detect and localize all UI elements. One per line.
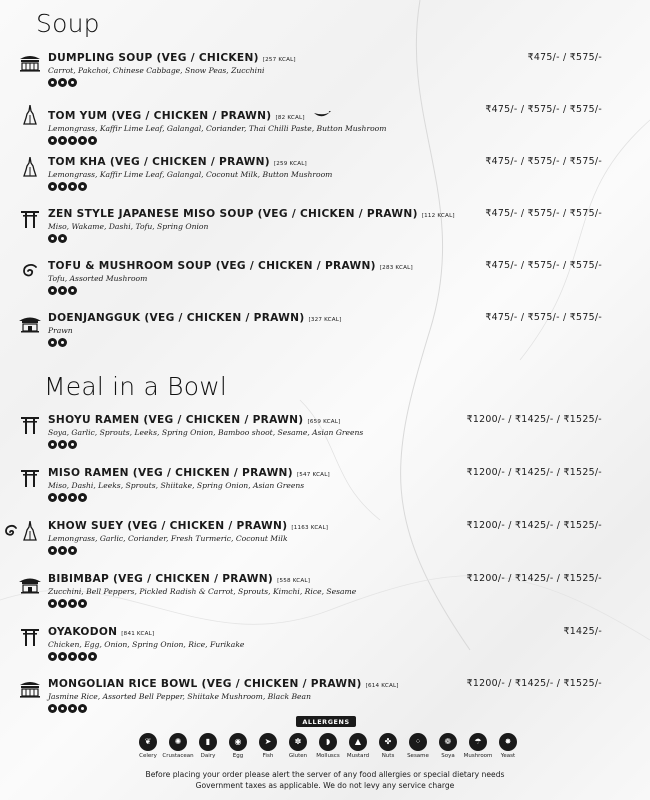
item-price: ₹475/- / ₹575/- / ₹575/- <box>485 104 602 115</box>
allergen-label: Soya <box>441 753 455 759</box>
torii-gate-icon <box>18 209 42 229</box>
allergen-label: Mushroom <box>463 753 493 759</box>
allergen-icon <box>48 493 57 502</box>
allergen-icon <box>88 136 97 145</box>
allergen-icon <box>48 599 57 608</box>
allergen-label: Egg <box>232 753 244 759</box>
crustacean-icon: ✺ <box>169 733 187 751</box>
item-kcal: [327 KCAL] <box>308 317 342 323</box>
menu-item-tofu-mushroom-soup <box>18 260 618 295</box>
item-name: MONGOLIAN RICE BOWL (VEG / CHICKEN / PRAWN) <box>48 678 362 690</box>
allergen-mushroom <box>463 733 493 759</box>
allergen-icon <box>68 546 77 555</box>
korean-gate-icon <box>18 53 42 73</box>
allergen-molluscs <box>316 733 340 759</box>
allergen-icon <box>58 440 67 449</box>
item-description: Lemongrass, Kaffir Lime Leaf, Galangal, Coriander, Thai Chilli Paste, Button Mushroom <box>48 124 387 133</box>
thai-temple-icon <box>18 521 42 541</box>
item-kcal: [841 KCAL] <box>121 631 155 637</box>
allergen-icon <box>78 652 87 661</box>
item-kcal: [558 KCAL] <box>277 578 311 584</box>
celery-icon: ❦ <box>139 733 157 751</box>
menu-item-mongolian-rice-bowl <box>18 678 618 713</box>
item-name: BIBIMBAP (VEG / CHICKEN / PRAWN) <box>48 573 274 585</box>
item-kcal: [659 KCAL] <box>307 419 341 425</box>
item-allergen-icons <box>48 440 618 449</box>
menu-item-miso-ramen <box>18 467 618 502</box>
chinese-swirl-icon <box>18 261 42 281</box>
allergen-icon <box>68 440 77 449</box>
allergen-icon <box>68 704 77 713</box>
item-allergen-icons <box>48 136 618 145</box>
item-name: TOM KHA (VEG / CHICKEN / PRAWN) <box>48 156 270 168</box>
allergen-label: Mustard <box>346 753 370 759</box>
allergen-icon <box>58 493 67 502</box>
allergen-icon <box>48 286 57 295</box>
menu-item-tom-yum <box>18 104 618 145</box>
korean-pavilion-icon <box>18 313 42 333</box>
item-name: ZEN STYLE JAPANESE MISO SOUP (VEG / CHICKEN / PRAWN) <box>48 208 418 220</box>
menu-item-tom-kha <box>18 156 618 191</box>
item-allergen-icons <box>48 599 618 608</box>
allergen-icon <box>48 182 57 191</box>
item-price: ₹1425/- <box>563 626 602 637</box>
menu-item-shoyu-ramen <box>18 414 618 449</box>
allergen-icon <box>68 652 77 661</box>
menu-item-zen-style-japanese-miso-soup <box>18 208 618 243</box>
allergen-label: Sesame <box>407 753 429 759</box>
mushroom-icon: ☂ <box>469 733 487 751</box>
yeast-icon: ✸ <box>499 733 517 751</box>
item-name: KHOW SUEY (VEG / CHICKEN / PRAWN) <box>48 520 288 532</box>
item-allergen-icons <box>48 234 618 243</box>
item-description: Soya, Garlic, Sprouts, Leeks, Spring Onion, Bamboo shoot, Sesame, Asian Greens <box>48 428 364 437</box>
item-allergen-icons <box>48 338 618 347</box>
allergen-nuts <box>376 733 400 759</box>
item-kcal: [283 KCAL] <box>379 265 413 271</box>
allergen-icon <box>78 136 87 145</box>
item-allergen-icons <box>48 286 618 295</box>
sesame-icon: ⁘ <box>409 733 427 751</box>
allergen-soya <box>436 733 460 759</box>
item-allergen-icons <box>48 182 618 191</box>
item-description: Lemongrass, Garlic, Coriander, Fresh Turmeric, Coconut Milk <box>48 534 288 543</box>
allergen-label: Celery <box>139 753 157 759</box>
item-price: ₹1200/- / ₹1425/- / ₹1525/- <box>466 467 602 478</box>
item-name: OYAKODON <box>48 626 118 638</box>
item-allergen-icons <box>48 652 618 661</box>
item-name: DOENJANGGUK (VEG / CHICKEN / PRAWN) <box>48 312 305 324</box>
allergen-icon <box>48 704 57 713</box>
allergen-gluten <box>286 733 310 759</box>
torii-gate-icon <box>18 627 42 647</box>
allergen-icon <box>48 234 57 243</box>
allergen-icon <box>68 493 77 502</box>
allergen-mustard <box>346 733 370 759</box>
allergen-label: Crustacean <box>162 753 194 759</box>
item-allergen-icons <box>48 704 618 713</box>
item-kcal: [82 KCAL] <box>275 115 305 121</box>
mustard-icon: ▲ <box>349 733 367 751</box>
nuts-icon: ✤ <box>379 733 397 751</box>
torii-gate-icon <box>18 415 42 435</box>
allergen-crustacean <box>162 733 194 759</box>
allergen-label: Dairy <box>200 753 216 759</box>
item-name: TOM YUM (VEG / CHICKEN / PRAWN) <box>48 110 272 122</box>
korean-pavilion-icon <box>18 574 42 594</box>
item-kcal: [614 KCAL] <box>365 683 399 689</box>
allergen-fish <box>256 733 280 759</box>
menu-item-khow-suey <box>18 520 618 555</box>
allergen-icon <box>58 182 67 191</box>
item-description: Zucchini, Bell Peppers, Pickled Radish & Carrot, Sprouts, Kimchi, Rice, Sesame <box>48 587 357 596</box>
allergen-icon <box>58 599 67 608</box>
allergen-label: Fish <box>262 753 274 759</box>
gluten-icon: ✽ <box>289 733 307 751</box>
menu-item-dumpling-soup <box>18 52 618 87</box>
item-kcal: [1163 KCAL] <box>291 525 329 531</box>
item-name: DUMPLING SOUP (VEG / CHICKEN) <box>48 52 259 64</box>
item-kcal: [112 KCAL] <box>421 213 455 219</box>
allergen-icon <box>58 78 67 87</box>
item-price: ₹475/- / ₹575/- / ₹575/- <box>485 156 602 167</box>
allergen-icon <box>58 234 67 243</box>
allergen-label: Yeast <box>500 753 516 759</box>
allergen-icon <box>58 546 67 555</box>
allergen-label: Nuts <box>381 753 395 759</box>
allergens-heading: ALLERGENS <box>296 716 356 727</box>
allergen-yeast <box>496 733 520 759</box>
allergen-icon <box>68 182 77 191</box>
item-price: ₹475/- / ₹575/- <box>527 52 602 63</box>
menu-item-doenjangguk <box>18 312 618 347</box>
item-description: Tofu, Assorted Mushroom <box>48 274 148 283</box>
allergen-icon <box>48 78 57 87</box>
item-price: ₹475/- / ₹575/- / ₹575/- <box>485 208 602 219</box>
korean-gate-icon <box>18 679 42 699</box>
allergen-icon <box>48 338 57 347</box>
item-price: ₹1200/- / ₹1425/- / ₹1525/- <box>466 520 602 531</box>
item-kcal: [547 KCAL] <box>296 472 330 478</box>
allergen-icon <box>58 286 67 295</box>
item-description: Carrot, Pakchoi, Chinese Cabbage, Snow Peas, Zucchini <box>48 66 265 75</box>
thai-temple-icon <box>18 157 42 177</box>
item-price: ₹1200/- / ₹1425/- / ₹1525/- <box>466 678 602 689</box>
allergen-icon <box>48 136 57 145</box>
item-price: ₹475/- / ₹575/- / ₹575/- <box>485 260 602 271</box>
allergen-icon <box>68 136 77 145</box>
allergen-icon <box>58 338 67 347</box>
item-allergen-icons <box>48 493 618 502</box>
item-price: ₹475/- / ₹575/- / ₹575/- <box>485 312 602 323</box>
item-kcal: [257 KCAL] <box>262 57 296 63</box>
allergen-icon <box>78 182 87 191</box>
allergen-icon <box>68 286 77 295</box>
item-name: MISO RAMEN (VEG / CHICKEN / PRAWN) <box>48 467 293 479</box>
dairy-icon: ▮ <box>199 733 217 751</box>
section-title-meal-in-a-bowl: Meal in a Bowl <box>44 372 228 401</box>
allergen-dairy <box>196 733 220 759</box>
allergen-icon <box>78 599 87 608</box>
chinese-swirl-icon <box>4 521 18 541</box>
item-allergen-icons <box>48 78 618 87</box>
tax-notice: Government taxes as applicable. We do not levy any service charge <box>195 781 455 790</box>
item-description: Prawn <box>48 326 73 335</box>
allergen-celery <box>136 733 160 759</box>
section-title-soup: Soup <box>36 9 100 38</box>
allergen-sesame <box>406 733 430 759</box>
allergen-icon <box>68 78 77 87</box>
fish-icon: ➤ <box>259 733 277 751</box>
item-description: Miso, Wakame, Dashi, Tofu, Spring Onion <box>48 222 209 231</box>
chilli-icon <box>313 104 331 112</box>
item-name: TOFU & MUSHROOM SOUP (VEG / CHICKEN / PRAWN) <box>48 260 376 272</box>
menu-item-bibimbap <box>18 573 618 608</box>
molluscs-icon: ◗ <box>319 733 337 751</box>
item-allergen-icons <box>48 546 618 555</box>
item-description: Jasmine Rice, Assorted Bell Pepper, Shiitake Mushroom, Black Bean <box>48 692 311 701</box>
allergen-icon <box>48 652 57 661</box>
allergen-icon <box>58 704 67 713</box>
egg-icon: ◉ <box>229 733 247 751</box>
menu-item-oyakodon <box>18 626 618 661</box>
item-price: ₹1200/- / ₹1425/- / ₹1525/- <box>466 414 602 425</box>
item-description: Lemongrass, Kaffir Lime Leaf, Galangal, Coconut Milk, Button Mushroom <box>48 170 333 179</box>
allergen-egg <box>226 733 250 759</box>
thai-temple-icon <box>18 105 42 125</box>
item-description: Miso, Dashi, Leeks, Sprouts, Shiitake, Spring Onion, Asian Greens <box>48 481 305 490</box>
allergy-notice: Before placing your order please alert the server of any food allergies or special dietary needs <box>145 770 505 779</box>
allergen-icon <box>88 652 97 661</box>
allergen-icon <box>48 546 57 555</box>
allergen-label: Gluten <box>288 753 308 759</box>
allergen-label: Molluscs <box>316 753 340 759</box>
item-description: Chicken, Egg, Onion, Spring Onion, Rice, Furikake <box>48 640 245 649</box>
allergen-icon <box>78 704 87 713</box>
allergen-icon <box>58 652 67 661</box>
allergen-legend <box>136 733 520 759</box>
soya-icon: ❁ <box>439 733 457 751</box>
allergen-icon <box>48 440 57 449</box>
allergen-icon <box>68 599 77 608</box>
item-name: SHOYU RAMEN (VEG / CHICKEN / PRAWN) <box>48 414 304 426</box>
allergen-icon <box>58 136 67 145</box>
allergen-icon <box>78 493 87 502</box>
item-kcal: [259 KCAL] <box>273 161 307 167</box>
item-price: ₹1200/- / ₹1425/- / ₹1525/- <box>466 573 602 584</box>
torii-gate-icon <box>18 468 42 488</box>
